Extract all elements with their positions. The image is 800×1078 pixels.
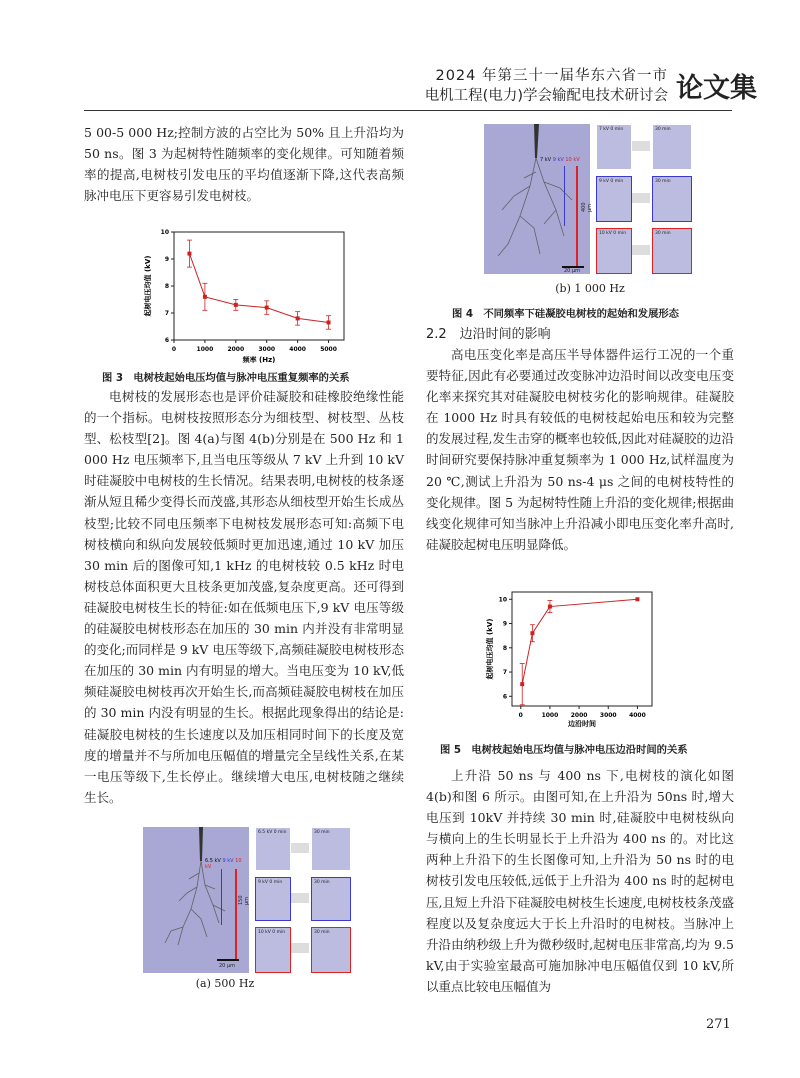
section-heading-edge-time: 2.2 边沿时间的影响: [426, 327, 551, 342]
figure4b-caption: (b) 1 000 Hz: [555, 282, 625, 295]
x-tick-label: 2000: [227, 346, 245, 353]
figure4a-panel: 9 kV 0 min: [255, 877, 291, 921]
figure4b-panel: 9 kV 0 min: [596, 176, 632, 222]
data-point: [296, 316, 300, 320]
page-number: 271: [706, 1017, 731, 1032]
series-line: [189, 254, 328, 323]
x-tick-label: 2000: [570, 712, 588, 719]
series-line: [522, 599, 637, 684]
x-tick-label: 3000: [599, 712, 617, 719]
figure4b-panel: 7 kV 0 min: [596, 124, 632, 170]
data-point: [548, 605, 552, 609]
figure4a-label-2: 9 kV: [222, 858, 234, 864]
figure4a-panel: 10 kV 0 min: [255, 927, 291, 973]
data-point: [530, 631, 534, 635]
figure4b-panel: 30 min: [652, 176, 692, 222]
y-tick-label: 8: [164, 283, 169, 290]
paragraph-frequency-intro: 5 00-5 000 Hz;控制方波的占空比为 50% 且上升沿均为 50 ns。图 3 为起树特性随频率的变化规律。可知随着频率的提高,电树枝引发电压的平均值逐渐下降,这代表高频脉冲电压下更容易引发电树枝。: [84, 125, 404, 204]
data-point: [203, 295, 207, 299]
header-proceedings-badge: 论文集: [676, 73, 757, 104]
y-tick-label: 6: [164, 337, 169, 344]
figure4b-label-3: 10 kV: [565, 157, 580, 163]
figure5-caption: 图 5 电树枝起始电压均值与脉冲电压边沿时间的关系: [440, 744, 688, 756]
x-axis-label: 边沿时间: [568, 720, 596, 728]
figure4a-scale-label: 150 μm: [238, 895, 250, 905]
plot-frame: [174, 232, 344, 340]
figure4-caption: 图 4 不同频率下硅凝胶电树枝的起始和发展形态: [452, 308, 679, 320]
figure4b-panel: 30 min: [652, 124, 692, 170]
paragraph-rise-time-comparison: 上升沿 50 ns 与 400 ns 下,电树枝的演化如图 4(b)和图 6 所示。由图可知,在上升沿为 50ns 时,增大电压到 10kV 并持续 30 min 时,硅凝胶中电树枝纵向与横向上的生长明显长于上升沿为 400 ns 的。对比这两种上升沿下的生长图像可知,上升沿为 50 ns 时的电树枝引发电压较低,远低于上升沿为 400 ns 时的起树电压,且短上升沿下硅凝胶电树枝生长速度,电树枝枝条茂盛程度以及复杂度远大于长上升沿时的电树枝。当脉冲上升沿由纳秒级上升为微秒级时,起树电压非常高,均为 9.5 kV,由于实验室最高可施加脉冲电压幅值仅到 10 kV,所以重点比较电压幅值为: [426, 768, 734, 994]
header-rule: [84, 110, 732, 111]
y-tick-label: 10: [498, 596, 507, 604]
x-tick-label: 0: [518, 712, 523, 719]
x-tick-label: 5000: [320, 346, 337, 353]
figure4b-scale-label: 400 μm: [581, 202, 593, 212]
plot-frame: [512, 592, 652, 706]
x-tick-label: 1000: [196, 346, 214, 353]
paragraph-edge-time: 高电压变化率是高压半导体器件运行工况的一个重要特征,因此有必要通过改变脉冲边沿时间以改变电压变化率来探究其对硅凝胶电树枝劣化的影响规律。硅凝胶在 1000 Hz 时具有较低的电树枝起始电压和较为完整的发展过程,发生击穿的概率也较低,因此对硅凝胶的边沿时间研究要保持脉冲重复频率为 1 000 Hz,试样温度为 20 ℃,测试上升沿为 50 ns-4 μs 之间的电树枝特性的变化规律。图 5 为起树特性随上升沿的变化规律;根据曲线变化规律可知当脉冲上升沿减小即电压变化率升高时,硅凝胶起树电压明显降低。: [426, 347, 734, 552]
header-society-line: 电机工程(电力)学会输配电技术研讨会: [424, 88, 668, 104]
x-tick-label: 1000: [541, 712, 559, 719]
figure4a-bar-label: 20 μm: [219, 963, 236, 969]
figure3-caption: 图 3 电树枝起始电压均值与脉冲电压重复频率的关系: [102, 372, 350, 384]
figure4a-panel-grid: [255, 827, 351, 973]
y-tick-label: 8: [502, 644, 507, 652]
figure3-chart: [140, 228, 350, 364]
y-axis-label: 起树电压均值 (kV): [486, 618, 494, 680]
figure4a-label-3: 10 kV: [205, 858, 242, 870]
x-tick-label: 4000: [289, 346, 306, 353]
y-tick-label: 9: [164, 256, 169, 263]
y-tick-label: 6: [502, 693, 507, 701]
figure4b-panel: 30 min: [652, 228, 692, 274]
figure4b-panel-grid: [596, 124, 692, 274]
figure4a-panel: 30 min: [311, 877, 351, 921]
header-conference-line: 2024 年第三十一届华东六省一市: [435, 68, 668, 84]
x-tick-label: 0: [171, 346, 177, 353]
figure4b-bar-label: 20 μm: [564, 268, 581, 274]
figure5-chart: [482, 588, 662, 728]
x-tick-label: 4000: [629, 712, 646, 719]
x-tick-label: 3000: [258, 346, 276, 353]
y-tick-label: 7: [164, 310, 169, 317]
data-point: [187, 252, 191, 256]
figure4a-caption: (a) 500 Hz: [195, 977, 255, 990]
data-point: [327, 320, 331, 324]
data-point: [234, 303, 238, 307]
y-tick-label: 7: [502, 669, 507, 677]
x-axis-label: 频率 (Hz): [242, 356, 276, 364]
figure4b-label-2: 9 kV: [552, 157, 564, 163]
paragraph-tree-morphology: 电树枝的发展形态也是评价硅凝胶和硅橡胶绝缘性能的一个指标。电树枝按照形态分为细枝型、树枝型、丛枝型、松枝型[2]。图 4(a)与图 4(b)分别是在 500 Hz 和 1 000 Hz 电压频率下,且当电压等级从 7 kV 上升到 10 kV 时硅凝胶中电树枝的生长情况。结果表明,电树枝的枝条逐渐从短且稀少变得长而茂盛,其形态从细枝型开始生长成丛枝型;比较不同电压频率下电树枝发展形态可知:高频下电树枝横向和纵向发展较低频时更加迅速,通过 10 kV 加压 30 min 后的图像可知,1 kHz 的电树枝较 0.5 kHz 时电树枝总体面积更大且枝条更加茂盛,复杂度更高。还可得到硅凝胶电树枝生长的特征:如在低频电压下,9 kV 电压等级的硅凝胶电树枝形态在加压的 30 min 内并没有非常明显的变化;而同样是 9 kV 电压等级下,高频硅凝胶电树枝形态在加压的 30 min 内有明显的增大。当电压变为 10 kV,低频硅凝胶电树枝再次开始生长,而高频硅凝胶电树枝在加压的 30 min 内没有明显的生长。根据此现象得出的结论是:硅凝胶电树枝的生长速度以及加压相同时间下的长度及宽度的增量并不与所加电压幅值的增量完全呈线性关系,在某一电压等级下,生长停止。继续增大电压,电树枝随之继续生长。: [84, 389, 404, 805]
data-point: [265, 306, 269, 310]
y-tick-label: 9: [502, 620, 507, 628]
data-point: [520, 682, 524, 686]
figure4a-panel: 30 min: [311, 927, 351, 973]
figure4a-main-micrograph: [143, 827, 249, 973]
y-axis-label: 起树电压均值 (kV): [144, 255, 152, 317]
y-tick-label: 10: [160, 229, 169, 236]
data-point: [635, 597, 639, 601]
figure4b-label-1: 7 kV: [540, 157, 552, 163]
figure4a-label-1: 6.5 kV: [205, 858, 221, 864]
figure4a-panel: 6.5 kV 0 min: [255, 827, 291, 871]
figure4b-panel: 10 kV 0 min: [596, 228, 632, 274]
figure4b-main-micrograph: [484, 124, 593, 274]
figure4a-panel: 30 min: [311, 827, 351, 871]
